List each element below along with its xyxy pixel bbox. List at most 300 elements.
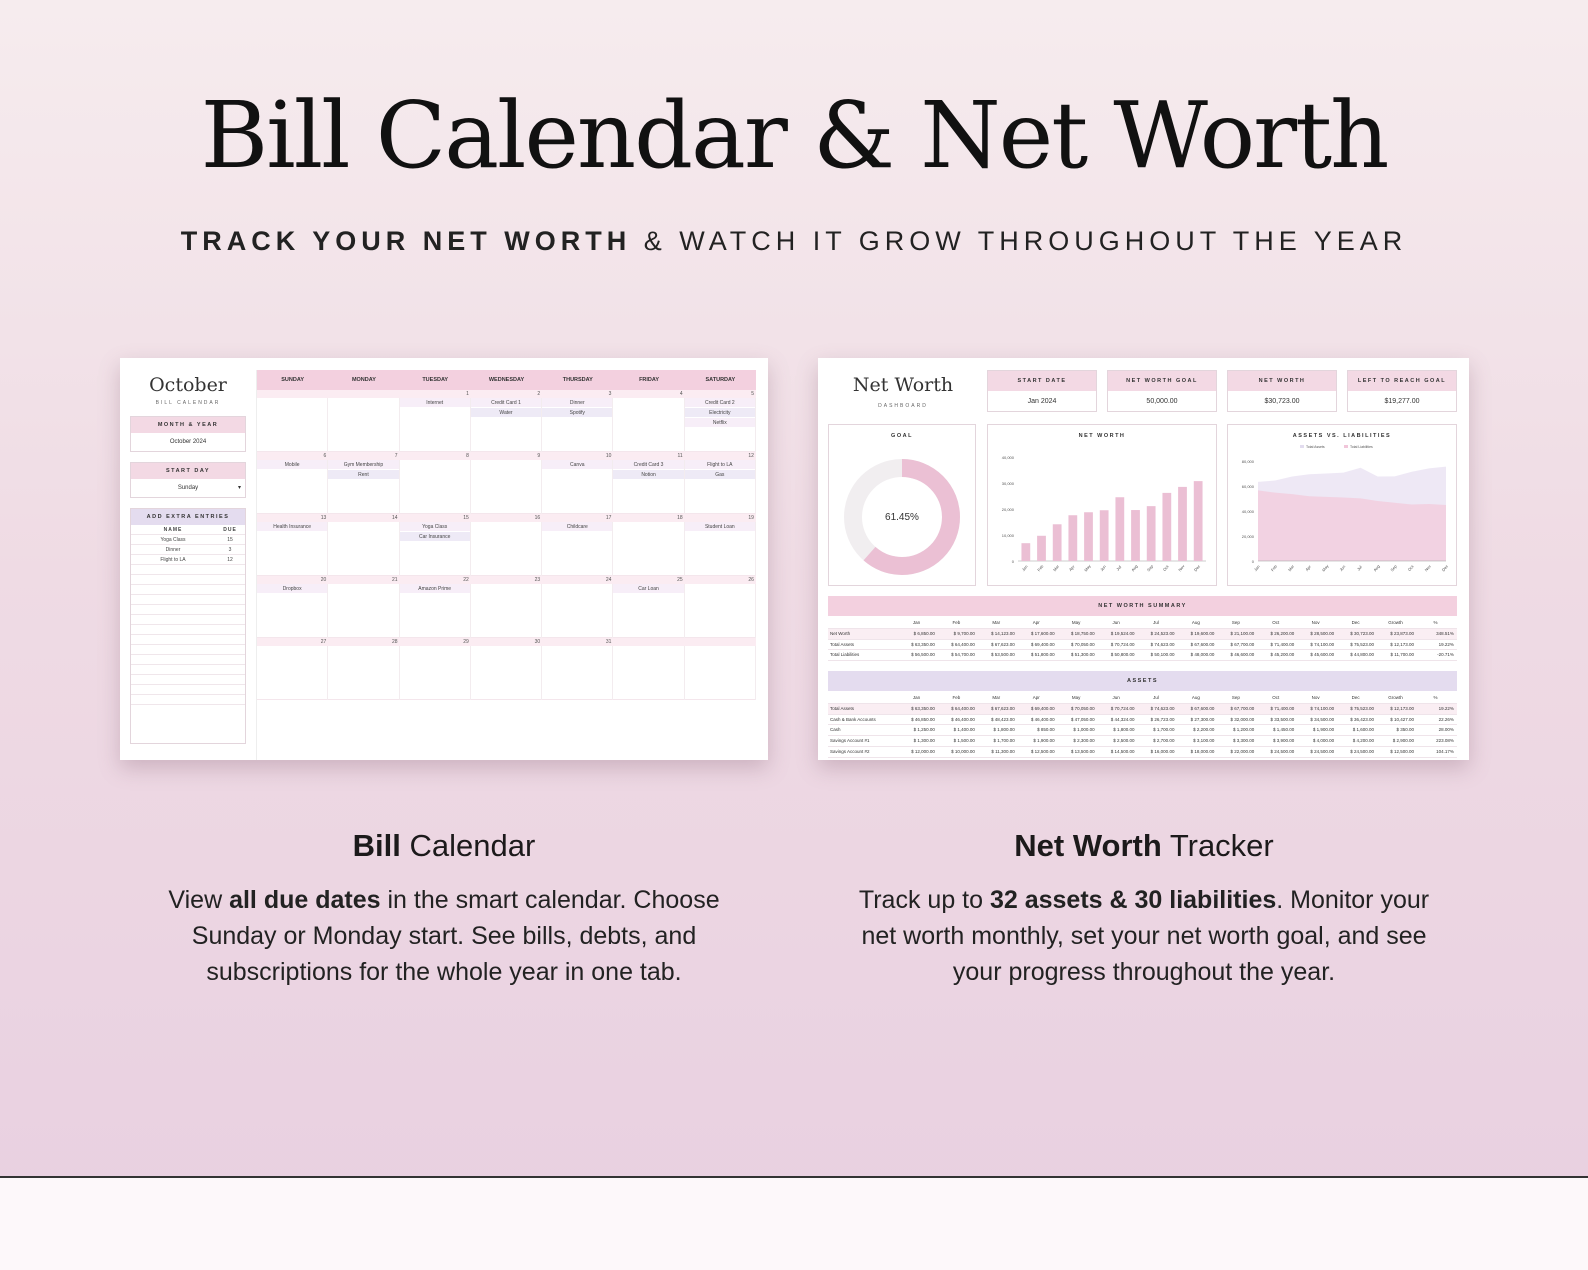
table-cell: 19.22% (1438, 641, 1454, 647)
kpi-value[interactable]: 50,000.00 (1146, 398, 1178, 405)
calendar-week (257, 514, 756, 576)
legend-liabilities: Total Liabilities (1350, 445, 1373, 449)
table-cell: $ 50,800.00 (1110, 652, 1135, 658)
table-cell: $ 70,724.00 (1110, 705, 1135, 711)
bill-calendar-text-2: in the smart calendar. Choose Sunday or Monday start. See bills, debts, and subscriptions for the whole year in one tab. (191, 886, 720, 986)
day-number: 26 (748, 577, 754, 583)
bill-event[interactable]: Spotify (542, 408, 612, 418)
net-worth-text-2: . Monitor your net worth monthly, set your net worth goal, and see your progress throughout the year. (861, 886, 1430, 986)
x-tick-label: Mar (1286, 563, 1296, 573)
table-cell: $ 70,724.00 (1110, 641, 1135, 647)
day-cell[interactable] (257, 398, 328, 452)
net-worth-heading-rest: Tracker (1161, 828, 1274, 863)
table-header-cell: Apr (1032, 620, 1040, 625)
table-cell: 348.51% (1436, 630, 1454, 636)
table-cell: $ 24,500.00 (1350, 748, 1375, 754)
week-cells (257, 584, 756, 638)
bill-event[interactable]: Health Insurance (257, 522, 327, 532)
table-cell: $ 46,850.00 (911, 716, 935, 722)
day-number: 19 (748, 515, 754, 521)
week-cells (257, 522, 756, 576)
table-cell: Total Assets (830, 705, 855, 711)
table-row[interactable] (828, 629, 1457, 640)
page-title: Bill Calendar & Net Worth (200, 82, 1388, 189)
week-day-numbers (257, 452, 756, 460)
bill-event[interactable]: Electricity (685, 408, 755, 418)
start-day-select[interactable] (131, 479, 245, 497)
table-cell: $ 12,000.00 (911, 748, 935, 754)
day-cell[interactable] (471, 646, 542, 700)
day-cell[interactable] (613, 522, 684, 576)
table-cell: 104.17% (1436, 748, 1454, 754)
table-header-row (828, 618, 1457, 629)
y-tick-label: 10,000 (1001, 533, 1014, 538)
bill-event[interactable]: Credit Card 2 (685, 398, 755, 408)
start-day-box (130, 462, 246, 498)
table-header-cell: Feb (952, 620, 961, 625)
day-header: MONDAY (351, 377, 376, 383)
day-cell[interactable] (257, 584, 328, 638)
month-year-input[interactable]: October 2024 (169, 439, 207, 445)
table-cell: $ 74,623.00 (1150, 705, 1175, 711)
table-cell: $ 67,600.00 (1190, 641, 1215, 647)
kpi-card (1227, 370, 1337, 412)
day-cell[interactable] (400, 584, 471, 638)
table-cell: $ 34,500.00 (1310, 716, 1335, 722)
day-cell[interactable] (400, 398, 471, 452)
extra-entry-name: Yoga Class (160, 537, 186, 543)
table-header-cell (828, 693, 898, 703)
bill-event[interactable]: Gas (685, 470, 755, 480)
bill-event[interactable]: Gym Membership (328, 460, 398, 470)
summary-table (828, 618, 1457, 661)
table-row[interactable] (828, 704, 1457, 715)
day-number: 21 (392, 577, 398, 583)
bill-calendar-heading-bold: Bill (352, 828, 401, 863)
day-cell[interactable] (685, 398, 756, 452)
kpi-card (1347, 370, 1457, 412)
extra-entry-empty-row[interactable] (131, 655, 245, 665)
table-cell: $ 36,423.00 (1350, 716, 1375, 722)
net-worth-description (844, 828, 1444, 990)
calendar-week (257, 576, 756, 638)
x-tick-label: May (1320, 563, 1330, 573)
table-header-cell: % (1433, 620, 1438, 625)
bar-aug (1131, 510, 1140, 561)
day-cell[interactable] (542, 398, 613, 452)
table-cell: $ 1,800.00 (993, 727, 1015, 733)
table-cell: $ 64,400.00 (951, 705, 975, 711)
day-cell[interactable] (471, 460, 542, 514)
table-header-cell: Sep (1231, 695, 1240, 700)
day-cell[interactable] (328, 522, 399, 576)
day-cell[interactable] (400, 522, 471, 576)
day-number: 24 (605, 577, 612, 583)
table-cell: $ 850.00 (1037, 727, 1055, 733)
table-header-cell (828, 618, 898, 628)
day-cell[interactable] (613, 584, 684, 638)
day-cell[interactable] (471, 398, 542, 452)
extra-entry-empty-row[interactable] (131, 575, 245, 585)
day-number: 10 (605, 453, 612, 459)
table-header-cell: Jul (1153, 620, 1159, 625)
extra-entries-box (130, 508, 246, 744)
calendar-week (257, 638, 756, 700)
table-cell: $ 16,000.00 (1150, 748, 1175, 754)
bill-event[interactable]: Mobile (257, 460, 327, 470)
kpi-value[interactable]: $30,723.00 (1264, 398, 1300, 405)
table-header-cell: Growth (1388, 695, 1403, 700)
table-header-cell: Oct (1272, 620, 1280, 625)
day-cell[interactable] (257, 646, 328, 700)
day-number: 6 (323, 453, 327, 459)
day-cell[interactable] (471, 522, 542, 576)
table-header-cell: Mar (992, 695, 1001, 700)
day-number (685, 638, 756, 646)
table-cell: $ 69,400.00 (1030, 705, 1055, 711)
table-cell: Total Liabilities (830, 652, 860, 658)
bill-event[interactable]: Water (471, 408, 541, 418)
y-tick-label: 20,000 (1241, 534, 1254, 539)
x-tick-label: Jun (1338, 563, 1347, 573)
day-cell[interactable] (471, 584, 542, 638)
table-cell: $ 18,750.00 (1070, 630, 1095, 636)
table-cell: $ 46,400.00 (1030, 716, 1055, 722)
day-cell[interactable] (685, 584, 756, 638)
assets-table (828, 693, 1457, 758)
chevron-down-icon: ▾ (237, 485, 241, 491)
extra-entry-empty-row[interactable] (131, 685, 245, 695)
x-tick-label: Oct (1406, 564, 1415, 573)
net-worth-text-1: Track up to (858, 886, 990, 914)
table-cell: $ 1,700.00 (1153, 727, 1175, 733)
day-cell[interactable] (542, 584, 613, 638)
goal-chart-box (828, 424, 976, 586)
table-header-cell: Aug (1191, 695, 1200, 700)
summary-header: NET WORTH SUMMARY (828, 596, 1457, 616)
week-day-numbers (257, 514, 756, 522)
day-cell[interactable] (613, 646, 684, 700)
start-day-label: START DAY (131, 463, 245, 479)
day-number: 25 (677, 577, 683, 583)
table-row[interactable] (828, 725, 1457, 736)
day-cell[interactable] (542, 646, 613, 700)
day-header: FRIDAY (639, 377, 660, 383)
extra-entry-empty-row[interactable] (131, 665, 245, 675)
table-header-cell: Jan (912, 695, 921, 700)
bill-event[interactable]: Childcare (542, 522, 612, 532)
bill-event[interactable]: Car Loan (613, 584, 683, 594)
table-cell: $ 11,300.00 (991, 748, 1015, 754)
day-cell[interactable] (542, 460, 613, 514)
kpi-value[interactable]: Jan 2024 (1027, 398, 1057, 405)
extra-entry-empty-row[interactable] (131, 625, 245, 635)
day-number: 13 (320, 515, 327, 521)
goal-chart-label: GOAL (891, 433, 913, 439)
extra-entry-empty-row[interactable] (131, 585, 245, 595)
table-cell: $ 27,300.00 (1190, 716, 1215, 722)
day-cell[interactable] (685, 522, 756, 576)
day-number: 9 (537, 453, 541, 459)
bill-calendar-screenshot (120, 358, 768, 760)
y-tick-label: 60,000 (1241, 484, 1254, 489)
legend-swatch-liabilities (1344, 445, 1348, 448)
bill-event[interactable]: Flight to LA (685, 460, 755, 470)
bill-event[interactable]: Canva (542, 460, 612, 470)
table-cell: $ 63,350.00 (911, 641, 935, 647)
x-tick-label: Mar (1051, 563, 1061, 573)
extra-entry-due: 3 (228, 547, 232, 553)
table-cell: $ 30,723.00 (1350, 630, 1375, 636)
day-cell[interactable] (328, 398, 399, 452)
table-header-row (828, 693, 1457, 704)
subtitle-rest: & WATCH IT GROW THROUGHOUT THE YEAR (631, 226, 1408, 256)
table-cell: $ 44,324.00 (1110, 716, 1135, 722)
day-cell[interactable] (400, 646, 471, 700)
extra-entry-row[interactable] (131, 545, 245, 555)
extra-entry-empty-row[interactable] (131, 565, 245, 575)
day-cell[interactable] (685, 460, 756, 514)
table-cell: $ 14,500.00 (1110, 748, 1135, 754)
table-header-cell: May (1071, 620, 1081, 625)
table-cell: 19.22% (1438, 705, 1454, 711)
extra-entry-empty-row[interactable] (131, 635, 245, 645)
table-cell: $ 51,300.00 (1070, 652, 1095, 658)
table-cell: $ 74,623.00 (1150, 641, 1175, 647)
bar-sep (1147, 506, 1156, 561)
table-header-cell: Jan (912, 620, 921, 625)
bill-calendar-text-bold: all due dates (229, 886, 381, 914)
table-cell: $ 3,100.00 (1193, 738, 1215, 744)
bill-event[interactable]: Credit Card 3 (613, 460, 683, 470)
bill-event[interactable]: Rent (328, 470, 398, 480)
bar-jul (1115, 497, 1124, 561)
x-tick-label: Jul (1355, 564, 1363, 572)
bill-calendar-heading-rest: Calendar (400, 828, 536, 863)
kpi-card (987, 370, 1097, 412)
day-number (328, 390, 399, 398)
extra-header-due: DUE (223, 527, 237, 533)
net-worth-chart-box (987, 424, 1217, 586)
table-cell: $ 13,500.00 (1070, 748, 1095, 754)
day-cell[interactable] (257, 522, 328, 576)
table-cell: $ 24,500.00 (1310, 748, 1335, 754)
kpi-value[interactable]: $19,277.00 (1384, 398, 1420, 405)
legend-swatch-assets (1300, 445, 1304, 448)
table-row[interactable] (828, 747, 1457, 758)
goal-donut (829, 439, 975, 579)
day-number: 28 (392, 639, 398, 645)
extra-entry-empty-row[interactable] (131, 595, 245, 605)
bill-calendar-heading (144, 828, 744, 864)
extra-entry-empty-row[interactable] (131, 615, 245, 625)
table-cell: $ 12,173.00 (1390, 705, 1414, 711)
week-day-numbers (257, 576, 756, 584)
table-row[interactable] (828, 736, 1457, 747)
table-cell: $ 10,000.00 (951, 748, 975, 754)
table-cell: $ 2,300.00 (1073, 738, 1095, 744)
day-cell[interactable] (257, 460, 328, 514)
x-tick-label: Nov (1423, 563, 1432, 573)
table-cell: $ 56,500.00 (911, 652, 935, 658)
table-header-cell: Jun (1112, 620, 1120, 625)
table-cell: $ 14,123.00 (990, 630, 1015, 636)
day-number: 11 (677, 453, 683, 459)
table-cell: $ 3,300.00 (1233, 738, 1255, 744)
table-cell: $ 67,623.00 (990, 705, 1015, 711)
bill-calendar-description (144, 828, 744, 990)
y-tick-label: 0 (1011, 559, 1014, 564)
extra-entry-due: 12 (227, 557, 233, 563)
subtitle-bold: TRACK YOUR NET WORTH (180, 226, 632, 256)
table-cell: $ 33,500.00 (1270, 716, 1295, 722)
day-cell[interactable] (685, 646, 756, 700)
table-cell: $ 1,800.00 (1113, 727, 1135, 733)
extra-entry-empty-row[interactable] (131, 645, 245, 655)
table-cell: $ 2,700.00 (1153, 738, 1175, 744)
table-cell: $ 3,900.00 (1272, 738, 1295, 744)
table-header-cell: % (1433, 695, 1438, 700)
x-tick-label: Aug (1130, 563, 1139, 573)
extra-entry-empty-row[interactable] (131, 695, 245, 705)
net-worth-text-bold: 32 assets & 30 liabilities (989, 886, 1277, 914)
bill-event[interactable]: Dropbox (257, 584, 327, 594)
day-cell[interactable] (328, 460, 399, 514)
extra-entry-row[interactable] (131, 535, 245, 545)
table-cell: $ 70,050.00 (1070, 641, 1095, 647)
bill-event[interactable]: Notion (613, 470, 683, 480)
assets-header: ASSETS (828, 671, 1457, 691)
day-number: 30 (534, 639, 541, 645)
table-cell: Savings Account #2 (830, 748, 870, 754)
bar-jan (1021, 543, 1030, 561)
x-tick-label: Jun (1099, 563, 1108, 573)
y-tick-label: 0 (1251, 559, 1254, 564)
table-cell: 223.08% (1436, 738, 1454, 744)
table-cell: $ 53,500.00 (990, 652, 1015, 658)
day-cell[interactable] (328, 646, 399, 700)
bar-jun (1100, 510, 1109, 561)
x-tick-label: Apr (1304, 564, 1313, 573)
extra-entry-empty-row[interactable] (131, 675, 245, 685)
assets-liabilities-area-chart (1228, 439, 1456, 579)
table-cell: 28.00% (1438, 727, 1454, 733)
day-cell[interactable] (613, 398, 684, 452)
table-cell: Cash (830, 727, 841, 733)
bill-event[interactable]: Netflix (685, 418, 755, 428)
table-cell: $ 12,500.00 (1030, 748, 1055, 754)
day-cell[interactable] (400, 460, 471, 514)
table-cell: $ 1,700.00 (993, 738, 1015, 744)
table-cell: $ 28,500.00 (1310, 630, 1335, 636)
extra-entry-name: Flight to LA (160, 557, 186, 563)
table-cell: $ 1,200.00 (1233, 727, 1255, 733)
bill-event[interactable]: Credit Card 1 (471, 398, 541, 408)
table-row[interactable] (828, 640, 1457, 651)
table-header-cell: Nov (1311, 695, 1320, 700)
table-cell: $ 67,700.00 (1230, 641, 1255, 647)
day-number: 3 (608, 391, 612, 397)
table-cell: $ 1,400.00 (953, 727, 975, 733)
table-header-cell: Oct (1272, 695, 1280, 700)
bill-event[interactable]: Internet (400, 398, 470, 408)
calendar-day-headers (257, 370, 756, 390)
y-tick-label: 80,000 (1241, 459, 1254, 464)
extra-header-name: NAME (163, 527, 183, 533)
calendar-grid (256, 370, 756, 760)
x-tick-label: Jul (1115, 564, 1123, 572)
day-cell[interactable] (613, 460, 684, 514)
day-header: SUNDAY (281, 377, 304, 383)
table-cell: $ 26,723.00 (1150, 716, 1175, 722)
table-header-cell: Aug (1191, 620, 1200, 625)
bill-event[interactable]: Dinner (542, 398, 612, 408)
table-cell: $ 23,873.00 (1390, 630, 1414, 636)
bar-nov (1178, 487, 1187, 561)
table-row[interactable] (828, 715, 1457, 726)
assets-liabilities-chart-box (1227, 424, 1457, 586)
table-cell: $ 69,400.00 (1030, 641, 1055, 647)
table-header-cell: Jun (1112, 695, 1120, 700)
net-worth-bar-chart (988, 439, 1216, 579)
table-header-cell: Sep (1231, 620, 1240, 625)
table-cell: $ 1,600.00 (1352, 727, 1375, 733)
table-cell: $ 70,050.00 (1070, 705, 1095, 711)
calendar-week (257, 452, 756, 514)
table-cell: Total Assets (830, 641, 855, 647)
table-cell: $ 1,300.00 (913, 738, 935, 744)
y-tick-label: 40,000 (1241, 509, 1254, 514)
table-cell: $ 1,450.00 (1272, 727, 1295, 733)
table-cell: $ 2,500.00 (1113, 738, 1135, 744)
page-subtitle (0, 226, 1588, 257)
bill-event[interactable]: Car Insurance (400, 532, 470, 542)
extra-entry-empty-row[interactable] (131, 605, 245, 615)
extra-entries-label: ADD EXTRA ENTRIES (131, 509, 245, 525)
x-tick-label: Feb (1036, 563, 1045, 573)
kpi-label: NET WORTH GOAL (1108, 371, 1216, 391)
bill-event[interactable]: Yoga Class (400, 522, 470, 532)
table-header-cell: Nov (1311, 620, 1320, 625)
table-cell: Savings Account #1 (830, 738, 870, 744)
table-cell: 22.26% (1438, 716, 1454, 722)
table-header-cell: May (1071, 695, 1081, 700)
x-tick-label: Jan (1020, 563, 1029, 573)
x-tick-label: Apr (1067, 564, 1076, 573)
table-cell: $ 71,400.00 (1270, 641, 1295, 647)
table-cell: $ 74,100.00 (1310, 641, 1335, 647)
calendar-sidebar (130, 368, 246, 760)
extra-entry-name: Dinner (165, 547, 181, 553)
table-cell: $ 12,500.00 (1390, 748, 1414, 754)
table-header-cell: Jul (1153, 695, 1159, 700)
x-tick-label: Feb (1269, 563, 1279, 573)
day-cell[interactable] (542, 522, 613, 576)
bill-event[interactable]: Student Loan (685, 522, 755, 532)
day-number: 20 (320, 577, 327, 583)
x-tick-label: Sep (1389, 563, 1398, 573)
week-day-numbers (257, 390, 756, 398)
extra-entry-row[interactable] (131, 555, 245, 565)
bill-event[interactable]: Amazon Prime (400, 584, 470, 594)
table-cell: $ 63,350.00 (911, 705, 935, 711)
table-cell: -20.71% (1437, 652, 1454, 658)
day-cell[interactable] (328, 584, 399, 638)
table-cell: $ 4,000.00 (1312, 738, 1335, 744)
table-cell: Net Worth (830, 630, 851, 636)
net-worth-chart-label: NET WORTH (1078, 433, 1126, 439)
table-row[interactable] (828, 650, 1457, 661)
